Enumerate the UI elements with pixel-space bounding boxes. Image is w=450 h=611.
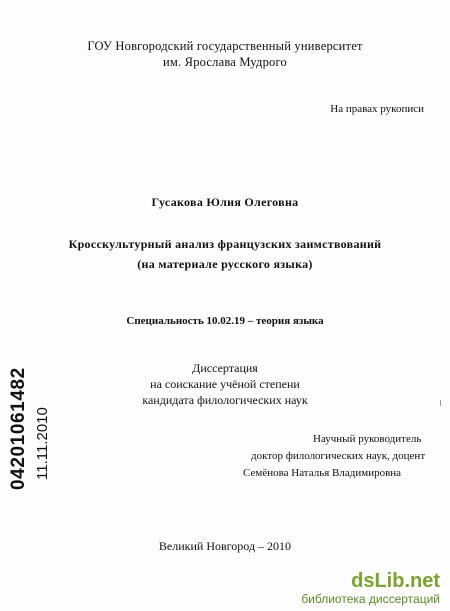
city-year: Великий Новгород – 2010 (158, 539, 292, 553)
supervisor-name: Семёнова Наталья Владимировна (243, 467, 402, 479)
degree-line1: на соискание учёной степени (150, 377, 300, 391)
logo-main-text: dsLib.net (351, 570, 440, 592)
dslib-logo (301, 571, 440, 605)
supervisor-degree: доктор филологических наук, доцент (251, 450, 426, 462)
degree-line2: кандидата филологических наук (142, 393, 308, 407)
logo-sub-text: библиотека диссертаций (301, 592, 440, 606)
university-name-line1: ГОУ Новгородский государственный университет (87, 39, 363, 53)
rights-notice: На правах рукописи (330, 103, 424, 115)
university-name-line2: им. Ярослава Мудрого (163, 55, 287, 69)
stamp-date: 11.11.2010 (34, 407, 51, 480)
specialty: Специальность 10.02.19 – теория языка (126, 315, 324, 327)
dissertation-label: Диссертация (192, 361, 258, 375)
supervisor-label: Научный руководитель (313, 433, 422, 445)
library-stamp (8, 367, 68, 490)
margin-mark (440, 400, 441, 406)
stamp-number: 04201061482 (8, 367, 29, 490)
dissertation-title-line2: (на материале русского языка) (137, 257, 313, 271)
author-name: Гусакова Юлия Олеговна (151, 195, 299, 209)
dissertation-title-line1: Кросскультурный анализ французских заимствований (68, 237, 382, 251)
